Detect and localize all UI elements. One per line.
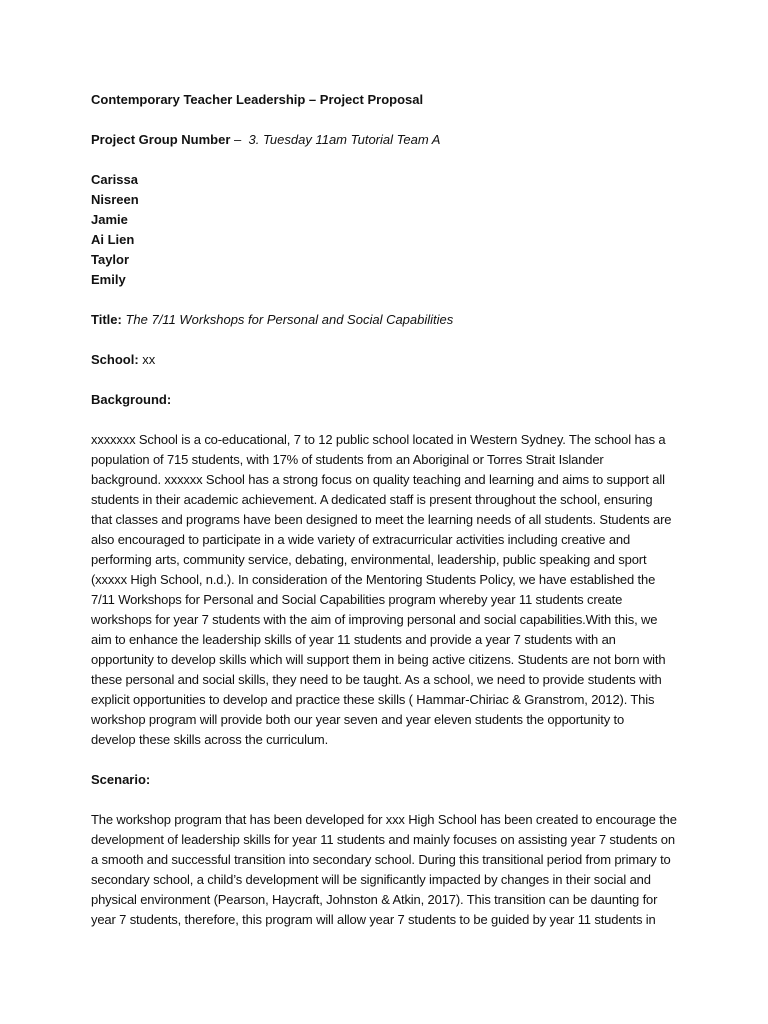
paragraph-line: development of leadership skills for year 11 students and mainly focuses on assisting year 7 students on <box>91 832 675 847</box>
paragraph-line: 7/11 Workshops for Personal and Social Capabilities program whereby year 11 students create <box>91 592 623 607</box>
paragraph-line: workshop program will provide both our year seven and year eleven students the opportunity to <box>91 712 625 727</box>
paragraph-line: explicit opportunities to develop and practice these skills ( Hammar-Chiriac & Granstrom, 2012). This <box>91 692 655 707</box>
document-body <box>91 90 691 930</box>
scenario-paragraph <box>91 810 691 930</box>
paragraph-line: workshops for year 7 students with the aim of improving personal and social capabilities.With this, we <box>91 612 658 627</box>
paragraph-line: opportunity to develop skills which will support them in being active citizens. Students are not born with <box>91 652 666 667</box>
background-paragraph <box>91 430 691 750</box>
member-name: Taylor <box>91 252 130 267</box>
school-line <box>91 350 691 370</box>
document-title: Contemporary Teacher Leadership – Project Proposal <box>91 92 424 107</box>
member-name: Ai Lien <box>91 232 135 247</box>
paragraph-line: aim to enhance the leadership skills of year 11 students and provide a year 7 students with an <box>91 632 616 647</box>
background-heading: Background: <box>91 392 172 407</box>
project-group-value: 3. Tuesday 11am Tutorial Team A <box>248 132 441 147</box>
paragraph-line: develop these skills across the curriculum. <box>91 732 329 747</box>
paragraph-line: background. xxxxxx School has a strong focus on quality teaching and learning and aims to support all <box>91 472 665 487</box>
project-group-line <box>91 130 691 150</box>
school-value: xx <box>142 352 156 367</box>
member-name: Nisreen <box>91 192 139 207</box>
scenario-heading: Scenario: <box>91 772 151 787</box>
paragraph-line: also encouraged to participate in a wide variety of extracurricular activities including creative and <box>91 532 631 547</box>
paragraph-line: population of 715 students, with 17% of students from an Aboriginal or Torres Strait Islander <box>91 452 604 467</box>
member-name: Jamie <box>91 212 128 227</box>
paragraph-line: students in their academic achievement. A dedicated staff is present throughout the school, ensuring <box>91 492 653 507</box>
paragraph-line: (xxxxx High School, n.d.). In consideration of the Mentoring Students Policy, we have established the <box>91 572 656 587</box>
paragraph-line: that classes and programs have been designed to meet the learning needs of all students. Students are <box>91 512 672 527</box>
project-title-label: Title: <box>91 312 122 327</box>
member-name: Emily <box>91 272 126 287</box>
paragraph-line: secondary school, a child’s development will be significantly impacted by changes in their social and <box>91 872 651 887</box>
school-label: School: <box>91 352 139 367</box>
paragraph-line: The workshop program that has been developed for xxx High School has been created to encourage the <box>91 812 677 827</box>
paragraph-line: a smooth and successful transition into secondary school. During this transitional period from primary to <box>91 852 671 867</box>
paragraph-line: physical environment (Pearson, Haycraft, Johnston & Atkin, 2017). This transition can be daunting for <box>91 892 658 907</box>
project-title-line <box>91 310 691 330</box>
paragraph-line: xxxxxxx School is a co-educational, 7 to 12 public school located in Western Sydney. The school has a <box>91 432 666 447</box>
project-title-value: The 7/11 Workshops for Personal and Social Capabilities <box>125 312 454 327</box>
project-group-label: Project Group Number <box>91 132 231 147</box>
member-name: Carissa <box>91 172 138 187</box>
paragraph-line: year 7 students, therefore, this program will allow year 7 students to be guided by year 11 students in <box>91 912 656 927</box>
paragraph-line: these personal and social skills, they need to be taught. As a school, we need to provide students with <box>91 672 662 687</box>
project-group-separator: – <box>230 132 249 147</box>
member-list <box>91 170 691 290</box>
paragraph-line: performing arts, community service, debating, environmental, leadership, public speaking and sport <box>91 552 647 567</box>
